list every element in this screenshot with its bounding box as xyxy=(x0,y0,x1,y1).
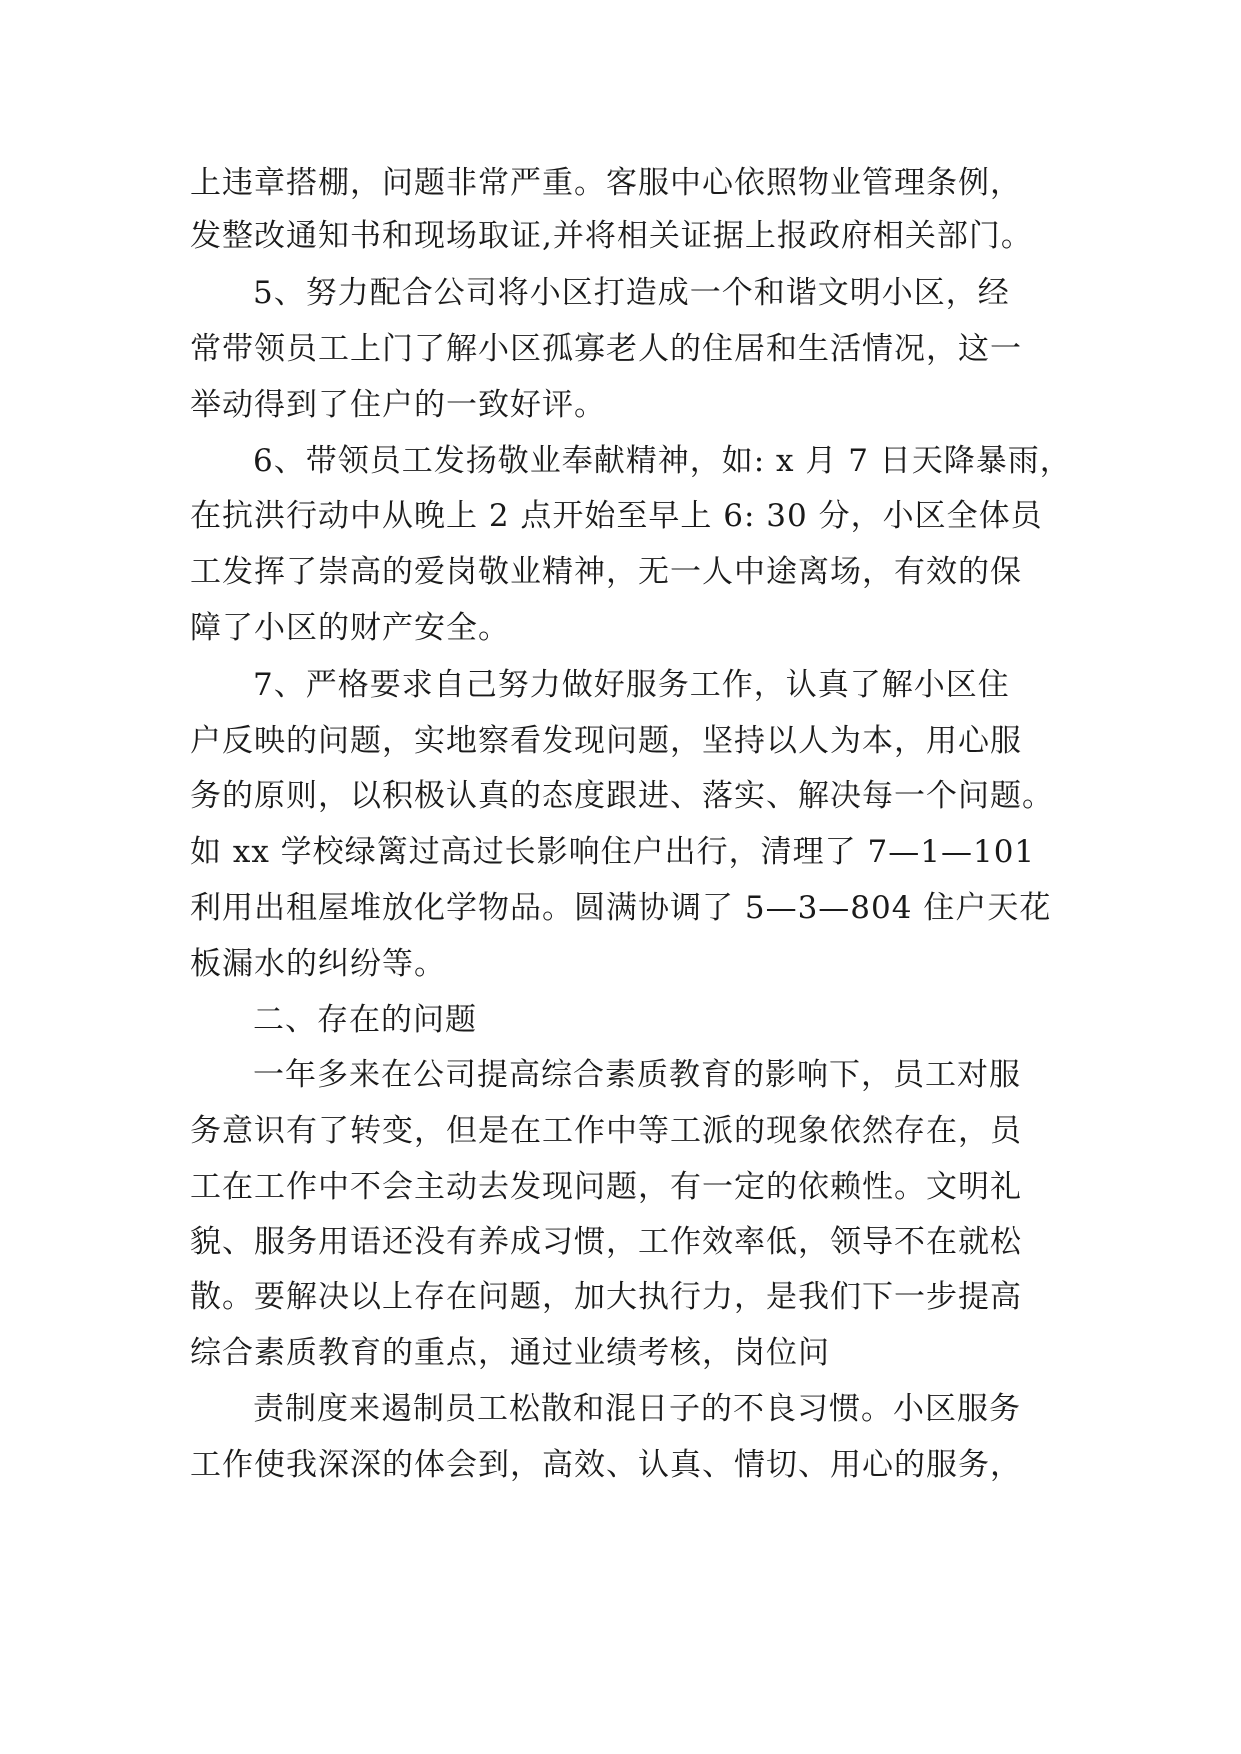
paragraph-start-line: 5、努力配合公司将小区打造成一个和谐文明小区，经 xyxy=(253,275,1010,311)
section-heading: 二、存在的问题 xyxy=(253,1002,477,1038)
text-line: 发整改通知书和现场取证,并将相关证据上报政府相关部门。 xyxy=(190,218,1033,254)
text-line: 务意识有了转变，但是在工作中等工派的现象依然存在，员 xyxy=(190,1113,1022,1149)
text-line: 工作使我深深的体会到，高效、认真、情切、用心的服务， xyxy=(190,1447,1022,1483)
paragraph-start-line: 6、带领员工发扬敬业奉献精神，如: x 月 7 日天降暴雨， xyxy=(253,443,1072,479)
text-line: 常带领员工上门了解小区孤寡老人的住居和生活情况，这一 xyxy=(190,331,1022,367)
paragraph-start-line: 7、严格要求自己努力做好服务工作，认真了解小区住 xyxy=(253,667,1010,703)
text-line: 利用出租屋堆放化学物品。圆满协调了 5—3—804 住户天花 xyxy=(190,890,1052,926)
text-line: 综合素质教育的重点，通过业绩考核，岗位问 xyxy=(190,1335,830,1371)
text-line: 举动得到了住户的一致好评。 xyxy=(190,387,606,423)
text-line: 工在工作中不会主动去发现问题，有一定的依赖性。文明礼 xyxy=(190,1169,1022,1205)
text-line: 户反映的问题，实地察看发现问题，坚持以人为本，用心服 xyxy=(190,723,1022,759)
text-line: 散。要解决以上存在问题，加大执行力，是我们下一步提高 xyxy=(190,1279,1022,1315)
text-line: 如 xx 学校绿篱过高过长影响住户出行，清理了 7—1—101 xyxy=(190,834,1036,870)
text-line: 务的原则，以积极认真的态度跟进、落实、解决每一个问题。 xyxy=(190,778,1054,814)
paragraph-start-line: 一年多来在公司提高综合素质教育的影响下，员工对服 xyxy=(253,1057,1021,1093)
text-line: 工发挥了崇高的爱岗敬业精神，无一人中途离场，有效的保 xyxy=(190,554,1022,590)
text-line: 障了小区的财产安全。 xyxy=(190,610,510,646)
text-line: 在抗洪行动中从晚上 2 点开始至早上 6: 30 分，小区全体员 xyxy=(190,498,1043,534)
text-line: 板漏水的纠纷等。 xyxy=(190,946,446,982)
paragraph-start-line: 责制度来遏制员工松散和混日子的不良习惯。小区服务 xyxy=(253,1391,1021,1427)
text-line: 上违章搭棚，问题非常严重。客服中心依照物业管理条例， xyxy=(190,165,1022,201)
text-line: 貌、服务用语还没有养成习惯，工作效率低，领导不在就松 xyxy=(190,1224,1022,1260)
